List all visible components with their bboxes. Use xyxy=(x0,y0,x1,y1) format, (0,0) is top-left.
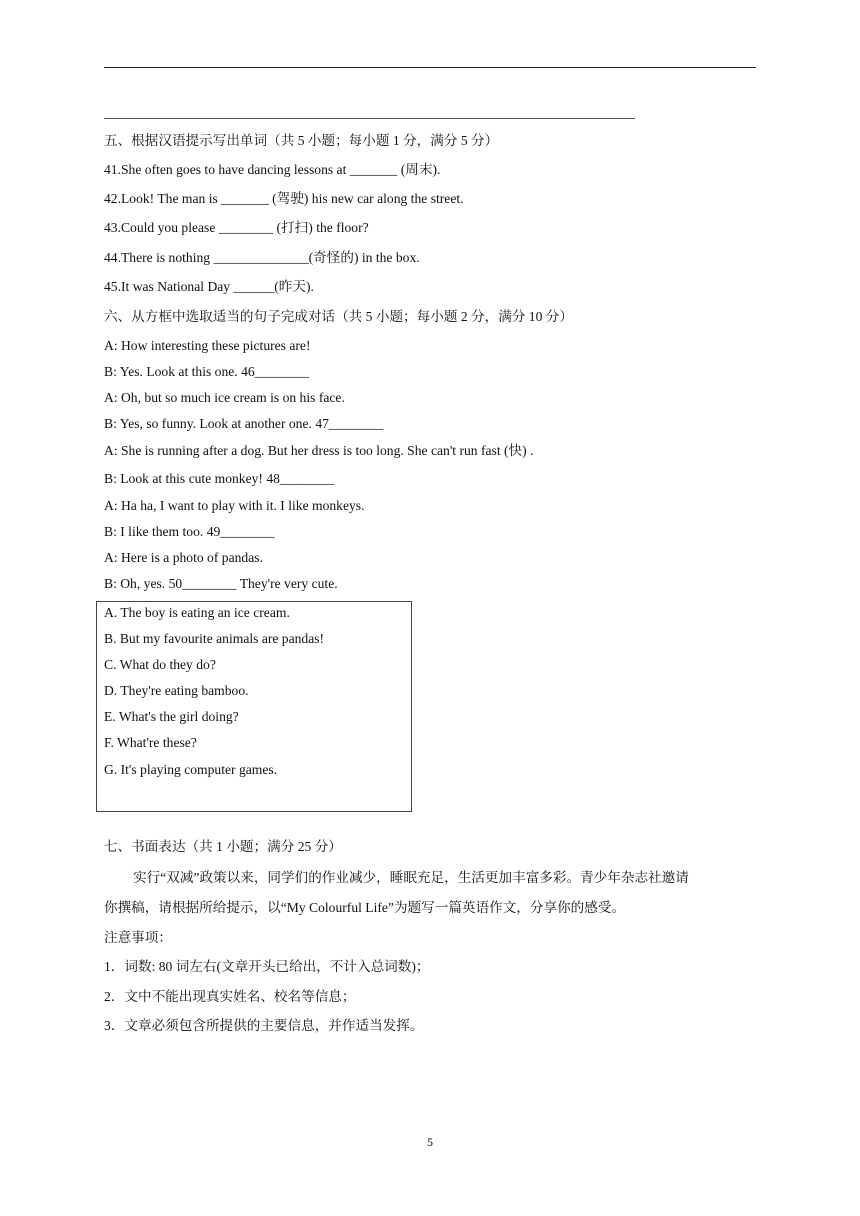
header-rule xyxy=(104,67,756,68)
dialogue-line: A: Oh, but so much ice cream is on his face. xyxy=(104,390,345,405)
dialogue-line: B: Look at this cute monkey! 48________ xyxy=(104,471,335,486)
section6-heading: 六、从方框中选取适当的句子完成对话（共 5 小题；每小题 2 分，满分 10 分） xyxy=(104,309,573,324)
page-number: 5 xyxy=(427,1135,433,1149)
question-41: 41.She often goes to have dancing lessons at _______ (周末). xyxy=(104,162,441,177)
note-item: 3．文章必须包含所提供的主要信息，并作适当发挥。 xyxy=(104,1018,424,1033)
notes-title: 注意事项： xyxy=(104,930,172,945)
question-44: 44.There is nothing ______________(奇怪的) in the box. xyxy=(104,250,420,265)
option-d: D. They're eating bamboo. xyxy=(104,683,249,698)
question-45: 45.It was National Day ______(昨天). xyxy=(104,279,314,294)
option-a: A. The boy is eating an ice cream. xyxy=(104,605,290,620)
writing-prompt-line1: 实行“双减”政策以来，同学们的作业减少，睡眠充足，生活更加丰富多彩。青少年杂志社邀请 xyxy=(133,870,689,885)
dialogue-line: A: Here is a photo of pandas. xyxy=(104,550,263,565)
option-b: B. But my favourite animals are pandas! xyxy=(104,631,325,646)
dialogue-line: B: Yes. Look at this one. 46________ xyxy=(104,364,310,379)
option-g: G. It's playing computer games. xyxy=(104,762,278,777)
dialogue-line: B: I like them too. 49________ xyxy=(104,524,275,539)
answer-blank-line xyxy=(104,118,635,119)
dialogue-line: A: She is running after a dog. But her dress is too long. She can't run fast (快) . xyxy=(104,443,534,458)
dialogue-line: A: How interesting these pictures are! xyxy=(104,338,311,353)
note-item: 1．词数: 80 词左右(文章开头已给出，不计入总词数)； xyxy=(104,959,430,974)
option-e: E. What's the girl doing? xyxy=(104,709,239,724)
option-c: C. What do they do? xyxy=(104,657,216,672)
dialogue-line: B: Yes, so funny. Look at another one. 47________ xyxy=(104,416,384,431)
question-42: 42.Look! The man is _______ (驾驶) his new car along the street. xyxy=(104,191,464,206)
question-43: 43.Could you please ________ (打扫) the floor? xyxy=(104,220,369,235)
note-item: 2．文中不能出现真实姓名、校名等信息； xyxy=(104,989,356,1004)
section7-heading: 七、书面表达（共 1 小题；满分 25 分） xyxy=(104,839,342,854)
writing-prompt-line2: 你撰稿，请根据所给提示，以“My Colourful Life”为题写一篇英语作文，分享你的感受。 xyxy=(104,900,626,915)
option-f: F. What're these? xyxy=(104,735,197,750)
dialogue-line: A: Ha ha, I want to play with it. I like monkeys. xyxy=(104,498,365,513)
dialogue-line: B: Oh, yes. 50________ They're very cute. xyxy=(104,576,338,591)
section5-heading: 五、根据汉语提示写出单词（共 5 小题；每小题 1 分，满分 5 分） xyxy=(104,133,499,148)
options-box xyxy=(96,601,412,812)
